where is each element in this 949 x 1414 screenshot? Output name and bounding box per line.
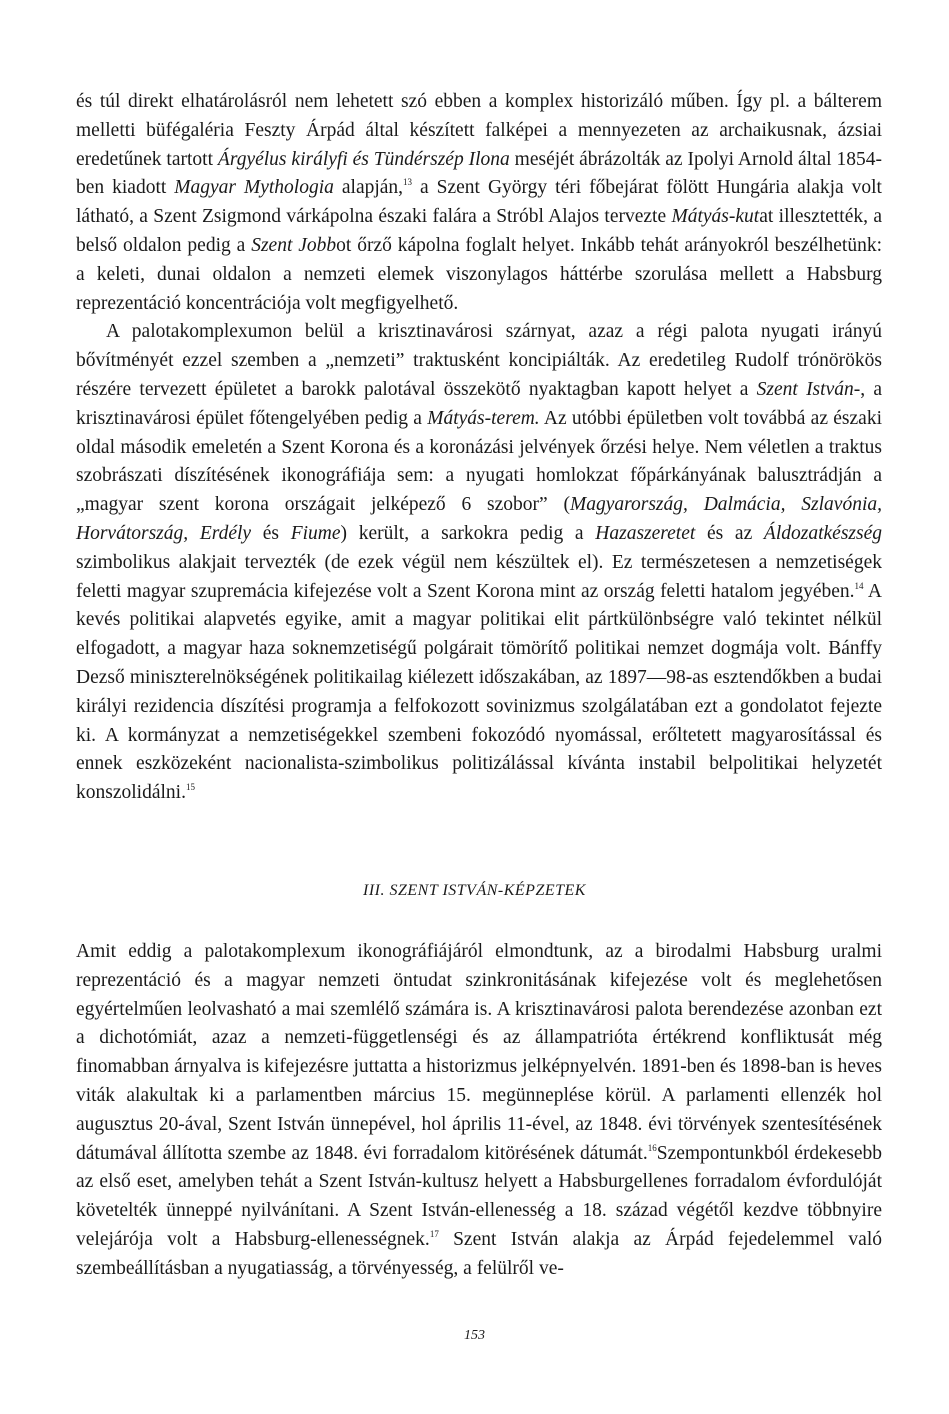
text-run: ) került, a sarkokra pedig a — [340, 522, 596, 544]
text-run: ot őrző kápolna foglalt helyet. Inkább tehát arányokról beszélhetünk: a keleti, dunai oldalon a nemzeti elemek viszonylagos háttérbe szorulása mellett a Habsburg reprezentáció koncentrációja volt megfigyelhető. — [76, 234, 882, 314]
text-run: és — [251, 522, 291, 544]
text-run: A kevés politikai alapvetés egyike, amit a magyar politikai elit pártkülönbségre való tekintet nélkül elfogadott, a magyar haza soknemzetiségű polgárait tömörítő politikai nemzet dogmája volt. Bánffy Dezső miniszterelnökségének politikailag kiélezett időszakában, az 1897—98-as esztendőkben a budai királyi rezidencia díszítési programja a felfokozott sovinizmus szolgálatában ezt a gondolatot fejezte ki. A kormányzat a nemzetiségekkel szembeni fokozódó nyomással, erőltetett magyarosítással és ennek eszközeként nacionalista-szimbolikus politizálással kívánta instabil belpolitikai helyzetét konszolidálni. — [76, 580, 882, 804]
paragraph-1 — [76, 88, 882, 318]
lower-text-block — [76, 938, 882, 1284]
text-run: és az — [695, 522, 764, 544]
italic-title: Szent Jobb — [251, 234, 337, 256]
text-run: Amit eddig a palotakomplexum ikonográfiájáról elmondtunk, az a birodalmi Habsburg uralmi reprezentáció és a magyar nemzeti öntudat szinkronitásának kifejezése volt és meglehetősen egyértelműen leolvasható a mai szemlélő számára is. A krisztinavárosi palota berendezése azonban ezt a dichotómiát, azaz a nemzeti-függetlenségi és az állampatrióta értékrend konfliktusát még finomabban árnyalva is kifejezésre juttatta a historizmus jelképnyelvén. 1891-ben és 1898-ban is heves viták alakultak ki a parlamentben március 15. megünneplése körül. A parlamenti ellenzék hol augusztus 20-ával, Szent István ünnepével, hol április 11-ével, az 1848. évi törvények szentesítésének dátumával állította szembe az 1848. évi forradalom kitörésének dátumát. — [76, 941, 882, 1164]
italic-title: Hazaszeretet — [595, 522, 696, 544]
italic-title: Áldozatkészség — [763, 522, 882, 544]
footnote-ref: 15 — [185, 782, 195, 793]
paragraph-2 — [76, 318, 882, 808]
italic-title: Árgyélus királyfi és Tündérszép Ilona — [217, 148, 510, 170]
footnote-ref: 13 — [403, 177, 413, 188]
text-run: alapján, — [333, 177, 404, 199]
footnote-ref: 16 — [647, 1142, 657, 1153]
text-run: at illesztették, a belső oldalon pedig a — [76, 206, 882, 256]
page-number: 153 — [464, 1328, 485, 1343]
italic-title: Magyar Mythologia — [174, 177, 334, 199]
upper-text-block — [76, 88, 882, 808]
italic-title: Fiume — [290, 522, 341, 544]
text-run: a Szent György téri főbejárat fölött Hungária alakja volt látható, a Szent Zsigmond várkápolna északi falára a Stróbl Alajos tervezte — [76, 177, 882, 228]
footnote-ref: 17 — [429, 1228, 439, 1239]
text-run: -, a krisztinavárosi épület főtengelyében pedig a — [76, 378, 882, 429]
text-run: Az utóbbi épületben volt továbbá az északi oldal második emeletén a Szent Korona és a koronázási jelvények őrzési helye. Nem véletlen a traktus szobrászati díszítésének ikonográfiája sem: a nyugati homlokzat főpárkányának balusztrádján a „magyar szent korona országait jelképező 6 szobor” ( — [76, 407, 882, 516]
text-run: Szent István alakja az Árpád fejedelemmel való szembeállításban a nyugatiasság, a törvényesség, a felülről ve- — [76, 1228, 882, 1279]
italic-title: Szent István — [756, 378, 854, 400]
paragraph-3 — [76, 938, 882, 1284]
italic-title: Mátyás-kut — [671, 206, 760, 228]
text-run: és túl direkt elhatárolásról nem lehetett szó ebben a komplex historizáló műben. Így pl. a bálterem melletti büfégaléria Feszty Árpád által készített falképei a mennyezeten az archaikusnak, ázsiai eredetűnek tartott — [76, 91, 882, 170]
text-run: Szempontunkból érdekesebb az első eset, amelyben tehát a Szent István-kultusz helyett a Habsburgellenes forradalom évfordulóját követelték ünneppé nyilvánítani. A Szent István-ellenesség a 18. század végétől kezdve többnyire velejárója volt a Habsburg-ellenességnek. — [76, 1142, 882, 1250]
text-run: meséjét ábrázolták az Ipolyi Arnold által 1854-ben kiadott — [76, 148, 882, 199]
text-run: A palotakomplexumon belül a krisztinavárosi szárnyat, azaz a régi palota nyugati irányú bővítményét ezzel szemben a „nemzeti” traktusként koncipiálták. Az eredetileg Rudolf trónörökös részére tervezett épületet a barokk palotával összekötő nyaktagban kapott helyet a — [76, 321, 882, 400]
italic-title: Magyarország, Dalmácia, Szlavónia, Horvátország, Erdély — [76, 494, 882, 544]
section-heading: III. SZENT ISTVÁN-KÉPZETEK — [363, 882, 586, 899]
text-run: szimbolikus alakjait tervezték (de ezek végül nem készültek el). Ez természetesen a nemzetiségek feletti magyar szupremácia kifejezése volt a Szent Korona mint az ország feletti hatalom jegyében. — [76, 551, 882, 602]
footnote-ref: 14 — [854, 580, 864, 591]
italic-title: Mátyás-terem. — [427, 407, 540, 429]
